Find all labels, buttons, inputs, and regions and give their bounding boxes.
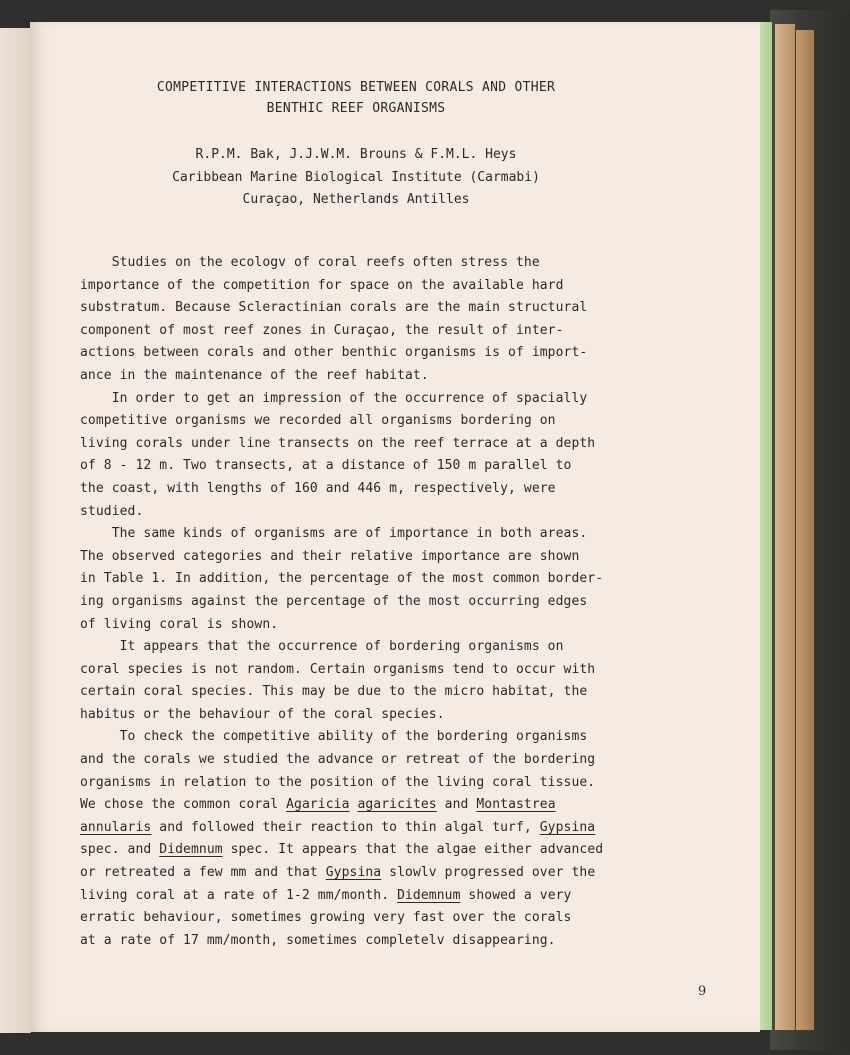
body-line (80, 568, 680, 591)
body-line (80, 320, 680, 343)
body-line (80, 591, 680, 614)
text-run: and the corals we studied the advance or retreat of the bordering (80, 752, 596, 768)
text-run: of 8 - 12 m. Two transects, at a distance of 150 m parallel to (80, 458, 572, 474)
body-line (80, 772, 680, 795)
body-line (80, 275, 680, 298)
body-line (80, 297, 680, 320)
body-line (80, 252, 680, 275)
text-run: It appears that the occurrence of bordering organisms on (80, 639, 564, 655)
body-line (80, 907, 680, 930)
body-line (80, 501, 680, 524)
text-run: spec. and (80, 842, 160, 858)
text-run: showed a very (460, 887, 572, 903)
body-line (80, 885, 680, 908)
text-run: spec. It appears that the algae either advanced (222, 842, 604, 858)
text-run: living coral at a rate of 1-2 mm/month. (80, 887, 398, 903)
paper-title (30, 77, 682, 119)
author-institute: Caribbean Marine Biological Institute (Carmabi) (172, 169, 540, 185)
text-run: at a rate of 17 mm/month, sometimes completelv disappearing. (80, 932, 556, 948)
page-edge-green (758, 22, 772, 1030)
text-run: The same kinds of organisms are of importance in both areas. (80, 526, 588, 542)
body-line (80, 659, 680, 682)
text-run: ing organisms against the percentage of the most occurring edges (80, 593, 588, 609)
author-names: R.P.M. Bak, J.J.W.M. Brouns & F.M.L. Heys (195, 147, 517, 162)
author-block (30, 144, 682, 212)
text-run: studied. (80, 503, 144, 519)
document-page (30, 22, 760, 1032)
body-line (80, 862, 680, 885)
body-line (80, 365, 680, 388)
underlined-term: Gypsina (539, 819, 596, 835)
underlined-term: Didemnum (159, 842, 223, 858)
body-line (80, 817, 680, 840)
text-run: actions between corals and other benthic organisms is of import- (80, 345, 588, 361)
text-run: the coast, with lengths of 160 and 446 m, respectively, were (80, 480, 556, 496)
body-line (80, 704, 680, 727)
title-line-2: BENTHIC REEF ORGANISMS (266, 101, 446, 116)
body-line (80, 433, 680, 456)
text-run: and (436, 797, 477, 813)
page-edge-tan (775, 24, 795, 1030)
body-line (80, 681, 680, 704)
body-text (80, 252, 680, 952)
body-line (80, 478, 680, 501)
text-run: importance of the competition for space on the available hard (80, 277, 564, 293)
text-run: slowlv progressed over the (381, 865, 596, 881)
text-run: organisms in relation to the position of the living coral tissue. (80, 774, 596, 790)
text-run: ance in the maintenance of the reef habitat. (80, 367, 429, 383)
body-line (80, 794, 680, 817)
page-number: 9 (698, 984, 707, 999)
text-run: component of most reef zones in Curaçao, the result of inter- (80, 322, 564, 338)
body-line (80, 455, 680, 478)
page-edge-tan-back (796, 30, 814, 1030)
body-line (80, 839, 680, 862)
text-run: living corals under line transects on the reef terrace at a depth (80, 435, 596, 451)
body-line (80, 388, 680, 411)
text-run: certain coral species. This may be due to the micro habitat, the (80, 684, 588, 700)
underlined-term: agaricites (357, 797, 437, 813)
underlined-term: Montastrea (476, 797, 556, 813)
body-line (80, 546, 680, 569)
underlined-term: Didemnum (397, 887, 461, 903)
body-line (80, 523, 680, 546)
text-run: erratic behaviour, sometimes growing very fast over the corals (80, 910, 572, 926)
text-run: competitive organisms we recorded all organisms bordering on (80, 413, 556, 429)
text-run: To check the competitive ability of the bordering organisms (80, 729, 588, 745)
underlined-term: annularis (80, 819, 152, 835)
text-run: coral species is not random. Certain organisms tend to occur with (80, 661, 596, 677)
body-line (80, 726, 680, 749)
text-run: of living coral is shown. (80, 616, 279, 632)
body-line (80, 636, 680, 659)
text-run: in Table 1. In addition, the percentage of the most common border- (80, 571, 604, 587)
body-line (80, 614, 680, 637)
body-line (80, 749, 680, 772)
facing-page-edge (0, 28, 31, 1033)
body-line (80, 410, 680, 433)
text-run: or retreated a few mm and that (80, 865, 326, 881)
text-run: We chose the common coral (80, 797, 287, 813)
body-line (80, 342, 680, 365)
text-run: habitus or the behaviour of the coral species. (80, 706, 445, 722)
text-run: substratum. Because Scleractinian corals are the main structural (80, 300, 588, 316)
text-run: In order to get an impression of the occurrence of spacially (80, 390, 588, 406)
author-location: Curaçao, Netherlands Antilles (242, 192, 470, 207)
title-line-1: COMPETITIVE INTERACTIONS BETWEEN CORALS AND OTHER (156, 80, 556, 95)
underlined-term: Agaricia (286, 797, 350, 813)
body-line (80, 930, 680, 953)
text-run: and followed their reaction to thin algal turf, (151, 819, 540, 835)
text-run: The observed categories and their relative importance are shown (80, 548, 580, 564)
text-run: Studies on the ecologv of coral reefs often stress the (80, 255, 540, 270)
underlined-term: Gypsina (325, 865, 382, 881)
